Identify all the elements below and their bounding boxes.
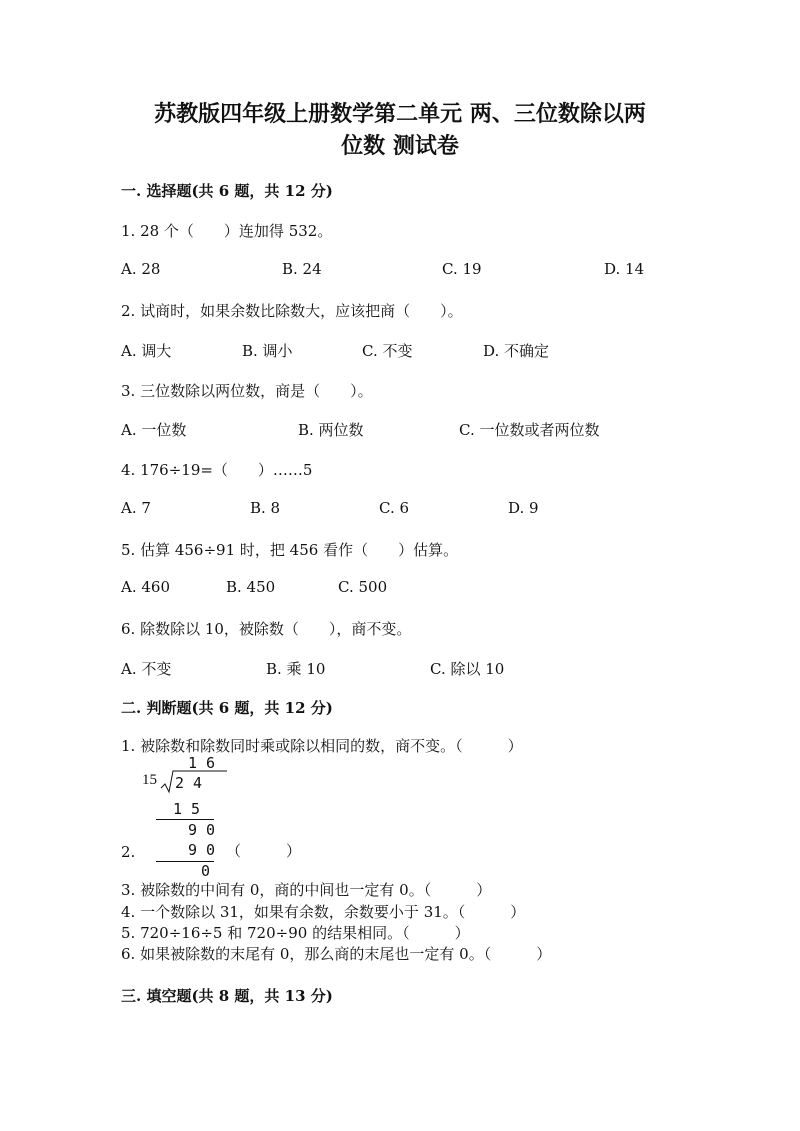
option-c: C. 6	[379, 499, 410, 517]
division-quotient: 1 6	[188, 754, 216, 772]
judgement-item-1: 1. 被除数和除数同时乘或除以相同的数，商不变。（ ）	[121, 737, 523, 755]
division-dividend: 2 4	[175, 774, 203, 792]
option-b: B. 调小	[242, 342, 293, 360]
option-d: D. 9	[508, 499, 539, 517]
page-title-line-2: 位数 测试卷	[341, 133, 459, 159]
option-a: A. 28	[121, 260, 161, 278]
section-heading-judgement: 二. 判断题(共 6 题，共 12 分)	[121, 699, 333, 717]
option-a: A. 460	[121, 578, 170, 596]
option-c: C. 一位数或者两位数	[459, 421, 600, 439]
option-b: B. 24	[282, 260, 322, 278]
division-step-1: 1 5	[173, 800, 201, 818]
long-division-figure	[121, 752, 241, 880]
option-a: A. 调大	[121, 342, 172, 360]
division-remainder: 0	[201, 862, 211, 880]
option-d: D. 不确定	[483, 342, 550, 360]
option-a: A. 不变	[121, 660, 172, 678]
division-step-3: 9 0	[188, 841, 216, 859]
option-b: B. 450	[226, 578, 276, 596]
judgement-item-2-number: 2.	[121, 843, 136, 861]
question-stem: 3. 三位数除以两位数，商是（ ）。	[121, 382, 373, 400]
judgement-item-3: 3. 被除数的中间有 0，商的中间也一定有 0。（ ）	[121, 881, 492, 899]
option-b: B. 8	[250, 499, 281, 517]
question-stem: 5. 估算 456÷91 时，把 456 看作（ ）估算。	[121, 541, 459, 559]
option-c: C. 500	[338, 578, 388, 596]
option-c: C. 不变	[362, 342, 413, 360]
division-step-2: 9 0	[188, 821, 216, 839]
option-c: C. 除以 10	[430, 660, 505, 678]
question-stem: 1. 28 个（ ）连加得 532。	[121, 222, 333, 240]
division-divisor: 15	[142, 772, 157, 788]
option-a: A. 7	[121, 499, 151, 517]
option-a: A. 一位数	[121, 421, 187, 439]
judgement-item-4: 4. 一个数除以 31，如果有余数，余数要小于 31。（ ）	[121, 903, 526, 921]
option-d: D. 14	[604, 260, 645, 278]
question-stem: 2. 试商时，如果余数比除数大，应该把商（ ）。	[121, 302, 463, 320]
option-c: C. 19	[442, 260, 482, 278]
division-rule-1	[156, 819, 214, 820]
option-b: B. 乘 10	[266, 660, 326, 678]
section-heading-choice: 一. 选择题(共 6 题，共 12 分)	[121, 182, 333, 200]
option-b: B. 两位数	[298, 421, 364, 439]
section-heading-fill-in: 三. 填空题(共 8 题，共 13 分)	[121, 987, 333, 1005]
judgement-item-6: 6. 如果被除数的末尾有 0，那么商的末尾也一定有 0。（ ）	[121, 945, 552, 963]
page-title-line-1: 苏教版四年级上册数学第二单元 两、三位数除以两	[154, 101, 646, 127]
question-stem: 6. 除数除以 10，被除数（ ），商不变。	[121, 620, 412, 638]
judgement-item-5: 5. 720÷16÷5 和 720÷90 的结果相同。（ ）	[121, 924, 470, 942]
question-stem: 4. 176÷19=（ ）……5	[121, 461, 313, 479]
judgement-item-2-paren: （ ）	[226, 842, 302, 860]
